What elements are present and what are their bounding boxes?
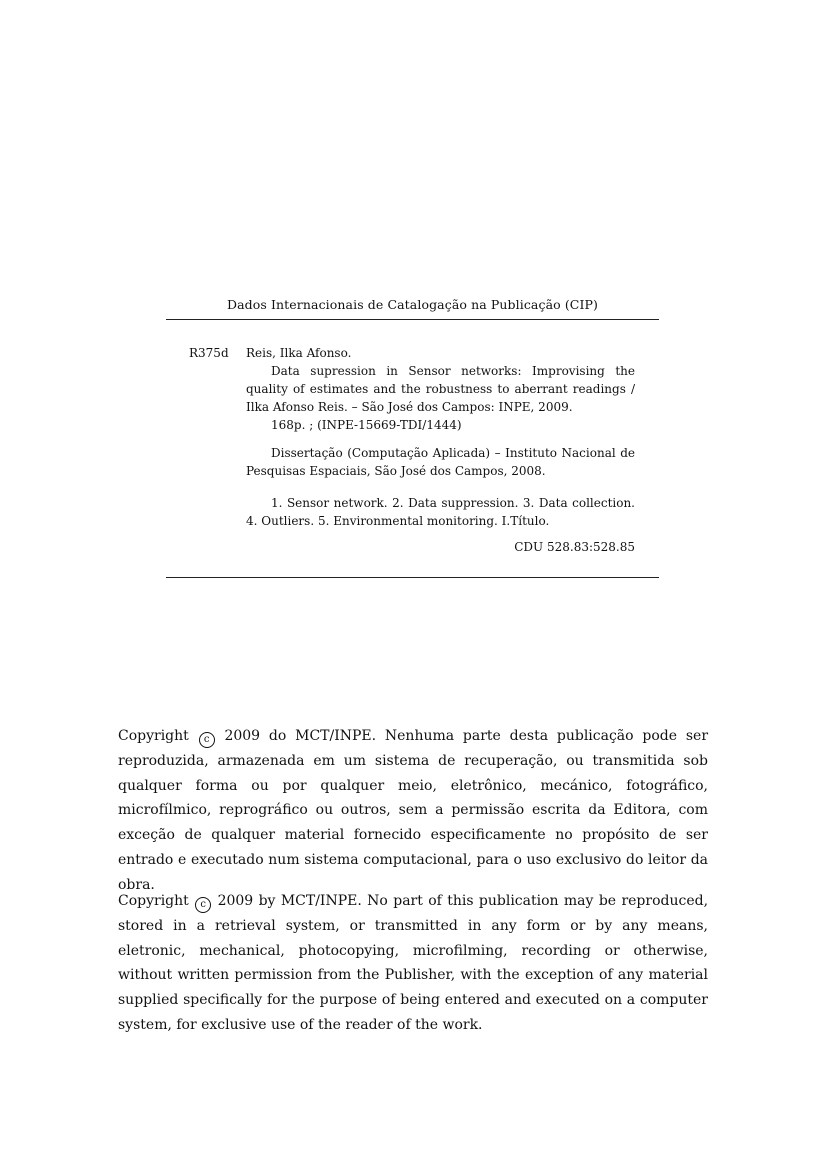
cip-call-number: R375d (189, 346, 229, 360)
cip-title-statement: Data supression in Sensor networks: Improvising the quality of estimates and the robustness to aberrant readings / Ilka Afonso Reis. – São José dos Campos: INPE, 2009. (246, 364, 635, 414)
copyright-en-prefix: Copyright (118, 893, 189, 909)
copyright-symbol-icon: c (199, 732, 215, 748)
cip-pages-series: 168p. ; (INPE-15669-TDI/1444) (271, 418, 462, 432)
cip-bottom-rule (166, 577, 659, 578)
cip-top-rule (166, 319, 659, 320)
copyright-pt-text: 2009 do MCT/INPE. Nenhuma parte desta publicação pode ser reproduzida, armazenada em um sistema de recuperação, ou transmitida sob qualquer forma ou por qualquer meio, eletrônico, mecánico, fotográfico, microfílmico, reprográfico ou outros, sem a permissão escrita da Editora, com exceção de qualquer material fornecido especificamente no propósito de ser entrado e executado num sistema computacional, para o uso exclusivo do leitor da obra. (118, 728, 709, 893)
cip-content (246, 344, 635, 556)
cip-dissertation-note: Dissertação (Computação Aplicada) – Instituto Nacional de Pesquisas Espaciais, São José dos Campos, 2008. (246, 446, 635, 478)
cip-subjects: 1. Sensor network. 2. Data suppression. 3. Data collection. 4. Outliers. 5. Environmental monitoring. I.Título. (246, 496, 635, 528)
cip-cdu: CDU 528.83:528.85 (514, 540, 635, 554)
copyright-symbol-icon: c (195, 897, 211, 913)
copyright-english (118, 889, 708, 1038)
copyright-portuguese (118, 724, 708, 898)
copyright-en-text: 2009 by MCT/INPE. No part of this publication may be reproduced, stored in a retrieval system, or transmitted in any form or by any means, eletronic, mechanical, photocopying, microfilming, recording or otherwise, without written permission from the Publisher, with the exception of any material supplied specifically for the purpose of being entered and executed on a computer system, for exclusive use of the reader of the work. (118, 893, 709, 1033)
copyright-pt-prefix: Copyright (118, 728, 189, 744)
cip-author: Reis, Ilka Afonso. (246, 346, 352, 360)
cip-header: Dados Internacionais de Catalogação na Publicação (CIP) (227, 297, 598, 312)
